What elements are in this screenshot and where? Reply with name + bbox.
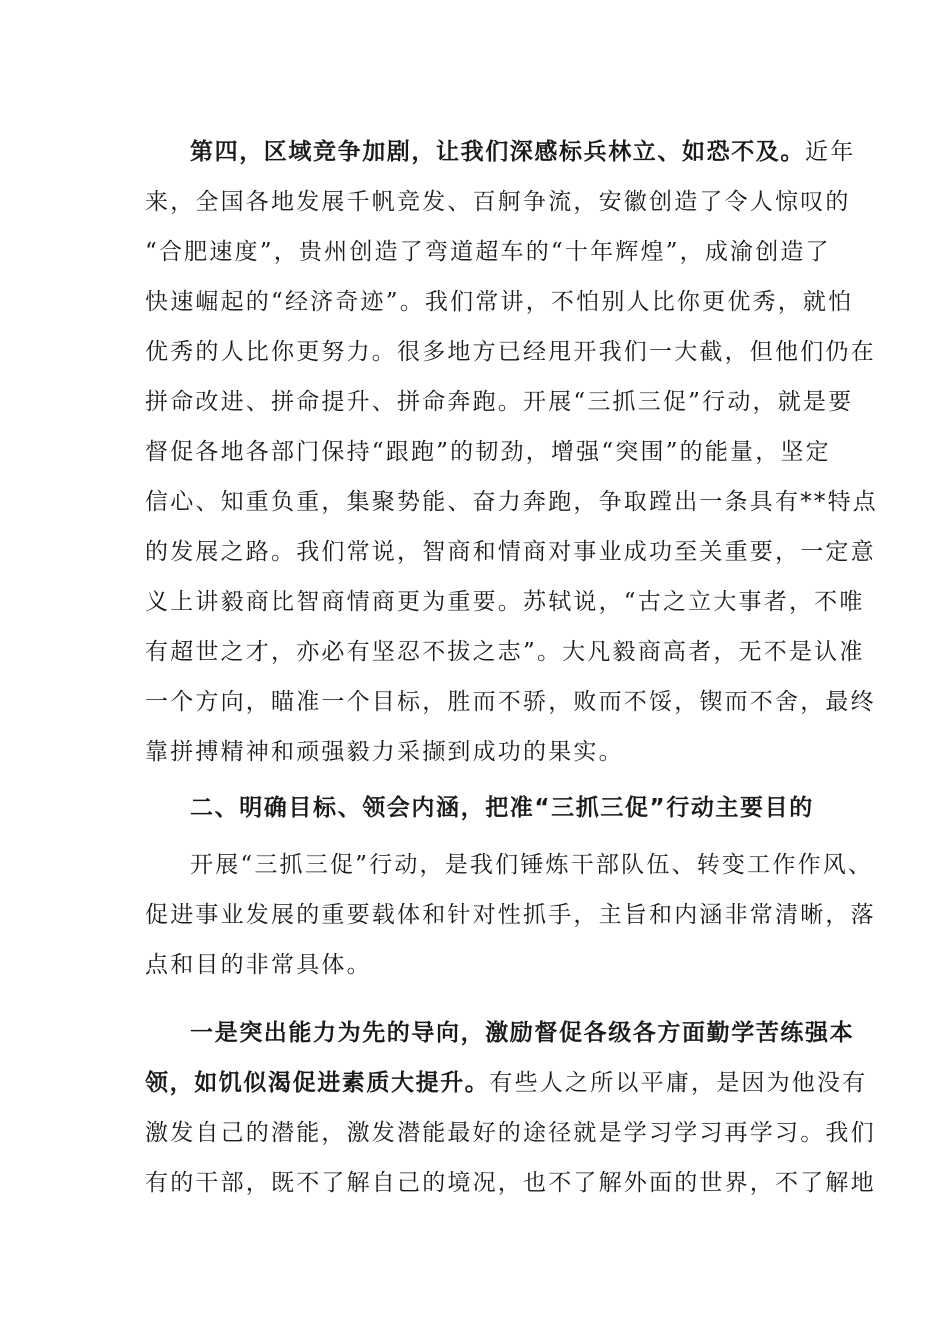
text-line bbox=[145, 637, 865, 667]
body-text: 的发展之路。我们常说，智商和情商对事业成功至关重要，一定意 bbox=[145, 539, 876, 565]
text-line bbox=[145, 950, 372, 980]
text-line bbox=[190, 850, 873, 880]
body-text: 靠拼搏精神和顽强毅力采撷到成功的果实。 bbox=[145, 739, 624, 765]
text-line bbox=[145, 737, 624, 767]
body-text: 优秀的人比你更努力。很多地方已经甩开我们一大截，但他们仍在 bbox=[145, 339, 876, 365]
body-text: 拼命改进、拼命提升、拼命奔跑。开展“三抓三促”行动，就是要 bbox=[145, 389, 854, 415]
bold-text: 二、明确目标、领会内涵，把准“三抓三促”行动主要目的 bbox=[190, 795, 814, 821]
body-text: “合肥速度”，贵州创造了弯道超车的“十年辉煌”，成渝创造了 bbox=[145, 239, 831, 265]
text-line bbox=[145, 1118, 876, 1148]
body-text: 激发自己的潜能，激发潜能最好的途径就是学习学习再学习。我们 bbox=[145, 1120, 876, 1146]
text-line bbox=[145, 537, 876, 567]
text-line bbox=[145, 900, 876, 930]
body-text: 近年 bbox=[805, 139, 856, 165]
text-line bbox=[145, 337, 876, 367]
text-line bbox=[145, 287, 853, 317]
body-text: 一个方向，瞄准一个目标，胜而不骄，败而不馁，锲而不舍，最终 bbox=[145, 689, 876, 715]
body-text: 开展“三抓三促”行动，是我们锤炼干部队伍、转变工作作风、 bbox=[190, 852, 874, 878]
bold-text: 第四，区域竞争加剧，让我们深感标兵林立、如恐不及。 bbox=[190, 139, 805, 165]
bold-text: 一是突出能力为先的导向，激励督促各级各方面勤学苦练强本 bbox=[190, 1020, 855, 1046]
text-line bbox=[190, 137, 855, 167]
body-text: 促进事业发展的重要载体和针对性抓手，主旨和内涵非常清晰，落 bbox=[145, 902, 876, 928]
text-line bbox=[145, 387, 853, 417]
body-text: 有的干部，既不了解自己的境况，也不了解外面的世界，不了解地 bbox=[145, 1170, 876, 1196]
text-line bbox=[190, 793, 814, 823]
body-text: 义上讲毅商比智商情商更为重要。苏轼说，“古之立大事者，不唯 bbox=[145, 589, 865, 615]
text-line bbox=[145, 587, 865, 617]
body-text: 督促各地各部门保持“跟跑”的韧劲，增强“突围”的能量，坚定 bbox=[145, 439, 831, 465]
body-text: 快速崛起的“经济奇迹”。我们常讲，不怕别人比你更优秀，就怕 bbox=[145, 289, 854, 315]
text-line bbox=[145, 487, 878, 517]
text-line bbox=[145, 437, 831, 467]
body-text: 有超世之才，亦必有坚忍不拔之志”。大凡毅商高者，无不是认准 bbox=[145, 639, 865, 665]
body-text: 有些人之所以平庸，是因为他没有 bbox=[489, 1070, 868, 1096]
text-line bbox=[145, 187, 851, 217]
body-text: 来，全国各地发展千帆竞发、百舸争流，安徽创造了令人惊叹的 bbox=[145, 189, 851, 215]
bold-text: 领，如饥似渴促进素质大提升。 bbox=[145, 1070, 490, 1096]
text-line bbox=[145, 1068, 867, 1098]
text-line bbox=[190, 1018, 854, 1048]
body-text: 点和目的非常具体。 bbox=[145, 952, 372, 978]
text-line bbox=[145, 1168, 876, 1198]
body-text: 信心、知重负重，集聚势能、奋力奔跑，争取蹚出一条具有**特点 bbox=[145, 489, 878, 515]
text-line bbox=[145, 237, 831, 267]
text-line bbox=[145, 687, 876, 717]
